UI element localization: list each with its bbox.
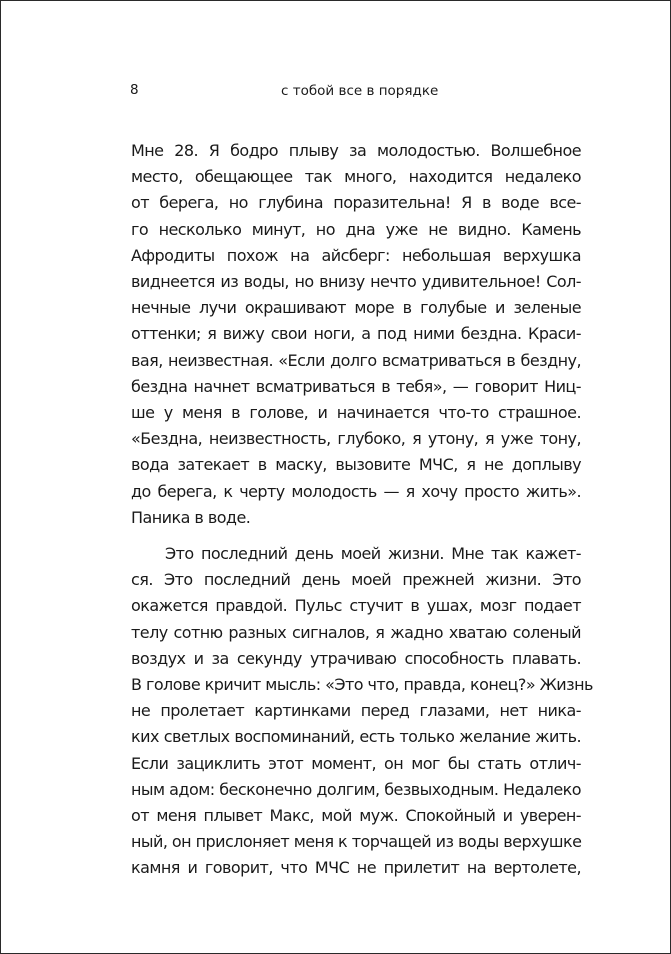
text-line: Мне 28. Я бодро плыву за молодостью. Волшебное	[131, 141, 581, 160]
text-line: телу сотню разных сигналов, я жадно хватаю соленый	[131, 622, 581, 642]
text-line: Афродиты похож на айсберг: небольшая верхушка	[131, 245, 581, 265]
text-line: бездна начнет всматриваться в тебя», — говорит Ниц-	[131, 376, 581, 396]
text-line: оттенки; я вижу свои ноги, а под ними бездна. Краси-	[131, 324, 581, 344]
paragraph-2	[131, 541, 593, 882]
text-line: В голове кричит мысль: «Это что, правда, конец?» Жизнь	[131, 675, 593, 695]
text-line: ный, он прислоняет меня к торчащей из воды верхушке	[131, 832, 582, 852]
text-line: от меня плывет Макс, мой муж. Спокойный и уверен-	[131, 806, 581, 826]
text-line: ких светлых воспоминаний, есть только желание жить.	[131, 727, 581, 747]
text-line: виднеется из воды, но внизу нечто удивительное! Сол-	[131, 272, 581, 292]
text-line: «Бездна, неизвестность, глубоко, я утону, я уже тону,	[131, 429, 581, 449]
text-line: окажется правдой. Пульс стучит в ушах, мозг подает	[131, 596, 581, 616]
text-line: Это последний день моей жизни. Мне так кажет-	[165, 544, 581, 563]
text-line: не пролетает картинками перед глазами, нет ника-	[131, 701, 581, 721]
text-line: Если зациклить этот момент, он мог бы стать отлич-	[131, 753, 581, 773]
text-line: воздух и за секунду утрачиваю способность плавать.	[131, 648, 581, 668]
text-line: ным адом: бесконечно долгим, безвыходным. Недалеко	[131, 779, 581, 799]
running-title: с тобой все в порядке	[281, 83, 439, 99]
text-line: нечные лучи окрашивают море в голубые и зеленые	[131, 298, 581, 318]
text-line: го несколько минут, но дна уже не видно. Камень	[131, 219, 581, 239]
text-line: камня и говорит, что МЧС не прилетит на вертолете,	[131, 858, 581, 878]
text-line: место, обещающее так много, находится недалеко	[131, 167, 581, 187]
text-line: ся. Это последний день моей прежней жизни. Это	[131, 570, 581, 590]
text-line: ше у меня в голове, и начинается что-то страшное.	[131, 403, 581, 423]
text-line: вода затекает в маску, вызовите МЧС, я не доплыву	[131, 455, 581, 475]
page-number: 8	[130, 82, 139, 98]
text-line: Паника в воде.	[131, 507, 251, 527]
text-line: до берега, к черту молодость — я хочу просто жить».	[131, 481, 581, 501]
paragraph-1	[131, 138, 581, 531]
text-line: от берега, но глубина поразительна! Я в воде все-	[131, 193, 581, 213]
text-line: вая, неизвестная. «Если долго всматриваться в бездну,	[131, 350, 581, 370]
